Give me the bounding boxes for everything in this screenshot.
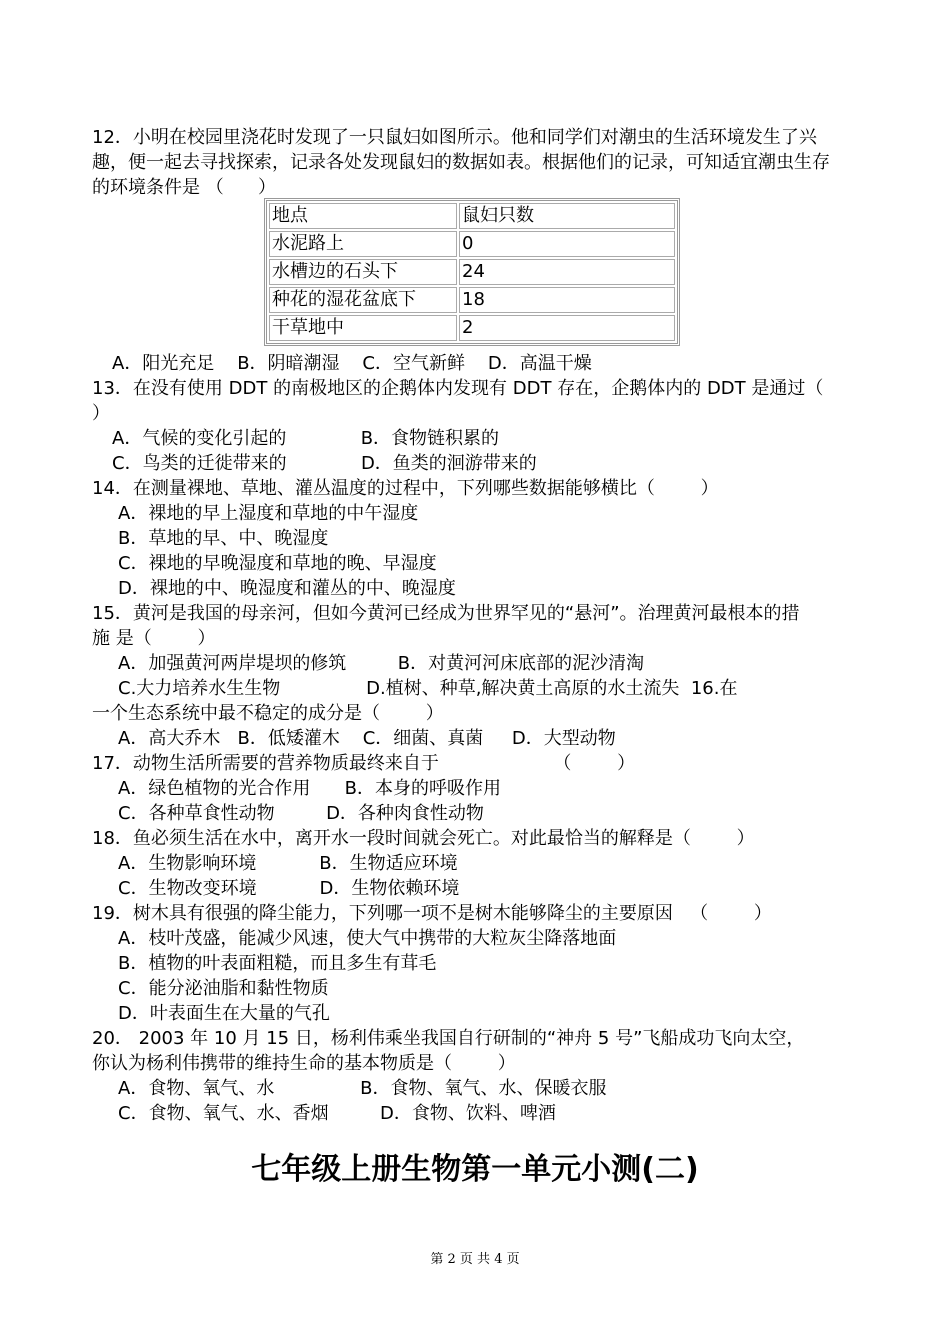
q19-option-b: B．植物的叶表面粗糙，而且多生有茸毛 (118, 953, 437, 974)
page-number-footer: 第 2 页 共 4 页 (430, 1252, 520, 1267)
q15-options-cd: C.大力培养水生生物 D.植树、种草,解决黄土高原的水土流失 16.在 (118, 678, 738, 699)
q15-options-ab: A．加强黄河两岸堤坝的修筑 B．对黄河河床底部的泥沙清淘 (118, 653, 645, 674)
table-row (269, 259, 675, 285)
q18-options-cd: C．生物改变环境 D．生物依赖环境 (118, 878, 460, 899)
q12-line-3: 的环境条件是 （ ） (92, 177, 277, 198)
table-row (269, 315, 675, 341)
q20-options-ab: A．食物、氧气、水 B．食物、氧气、水、保暖衣服 (118, 1078, 607, 1099)
q14-option-c: C．裸地的早晚湿度和草地的晚、早湿度 (118, 553, 437, 574)
q14-option-d: D．裸地的中、晚湿度和灌丛的中、晚湿度 (118, 578, 456, 599)
table-cell: 干草地中 (269, 315, 457, 341)
table-row (269, 287, 675, 313)
q13-line-1: 13．在没有使用 DDT 的南极地区的企鹅体内发现有 DDT 存在，企鹅体内的 DDT 是通过（ (92, 378, 824, 399)
table-row (269, 231, 675, 257)
q18-options-ab: A．生物影响环境 B．生物适应环境 (118, 853, 458, 874)
q17-options-cd: C．各种草食性动物 D．各种肉食性动物 (118, 803, 484, 824)
q16-options: A．高大乔木 B．低矮灌木 C．细菌、真菌 D．大型动物 (118, 728, 616, 749)
q20-line-2: 你认为杨利伟携带的维持生命的基本物质是（ ） (92, 1053, 516, 1074)
q19-option-d: D．叶表面生在大量的气孔 (118, 1003, 330, 1024)
table-cell: 种花的湿花盆底下 (269, 287, 457, 313)
q19-option-c: C．能分泌油脂和黏性物质 (118, 978, 329, 999)
table-cell: 水槽边的石头下 (269, 259, 457, 285)
q14-option-a: A．裸地的早上湿度和草地的中午湿度 (118, 503, 419, 524)
q20-options-cd: C．食物、氧气、水、香烟 D．食物、饮料、啤酒 (118, 1103, 556, 1124)
woodlouse-count-table (264, 198, 680, 346)
q13-line-2: ） (92, 403, 110, 424)
q18-line-1: 18．鱼必须生活在水中，离开水一段时间就会死亡。对此最恰当的解释是（ ） (92, 828, 755, 849)
table-cell: 水泥路上 (269, 231, 457, 257)
q19-line-1: 19．树木具有很强的降尘能力，下列哪一项不是树木能够降尘的主要原因 （ ） (92, 903, 772, 924)
q16-line-1: 一个生态系统中最不稳定的成分是（ ） (92, 703, 444, 724)
table-cell: 18 (459, 287, 675, 313)
q15-line-2: 施 是（ ） (92, 628, 216, 649)
q13-options-cd: C．鸟类的迁徙带来的 D．鱼类的洄游带来的 (112, 453, 537, 474)
table-header-row (269, 203, 675, 229)
q13-options-ab: A．气候的变化引起的 B．食物链积累的 (112, 428, 500, 449)
q14-option-b: B．草地的早、中、晚湿度 (118, 528, 329, 549)
q19-option-a: A．枝叶茂盛，能减少风速，使大气中携带的大粒灰尘降落地面 (118, 928, 617, 949)
q17-options-ab: A．绿色植物的光合作用 B．本身的呼吸作用 (118, 778, 501, 799)
table-header-cell: 地点 (269, 203, 457, 229)
q15-line-1: 15．黄河是我国的母亲河，但如今黄河已经成为世界罕见的“悬河”。治理黄河最根本的措 (92, 603, 800, 624)
table-header-cell: 鼠妇只数 (459, 203, 675, 229)
table-cell: 2 (459, 315, 675, 341)
table-cell: 24 (459, 259, 675, 285)
table-cell: 0 (459, 231, 675, 257)
q17-line-1: 17．动物生活所需要的营养物质最终来自于 （ ） (92, 753, 636, 774)
q20-line-1: 20． 2003 年 10 月 15 日，杨利伟乘坐我国自行研制的“神舟 5 号”飞船成功飞向太空， (92, 1028, 805, 1049)
q12-options: A．阳光充足 B．阴暗潮湿 C．空气新鲜 D．高温干燥 (112, 353, 592, 374)
q14-line-1: 14．在测量裸地、草地、灌丛温度的过程中，下列哪些数据能够横比（ ） (92, 478, 719, 499)
q12-line-2: 趣，便一起去寻找探索，记录各处发现鼠妇的数据如表。根据他们的记录，可知适宜潮虫生存 (92, 152, 830, 173)
section-title: 七年级上册生物第一单元小测(二) (251, 1152, 699, 1187)
q12-line-1: 12．小明在校园里浇花时发现了一只鼠妇如图所示。他和同学们对潮虫的生活环境发生了兴 (92, 127, 817, 148)
